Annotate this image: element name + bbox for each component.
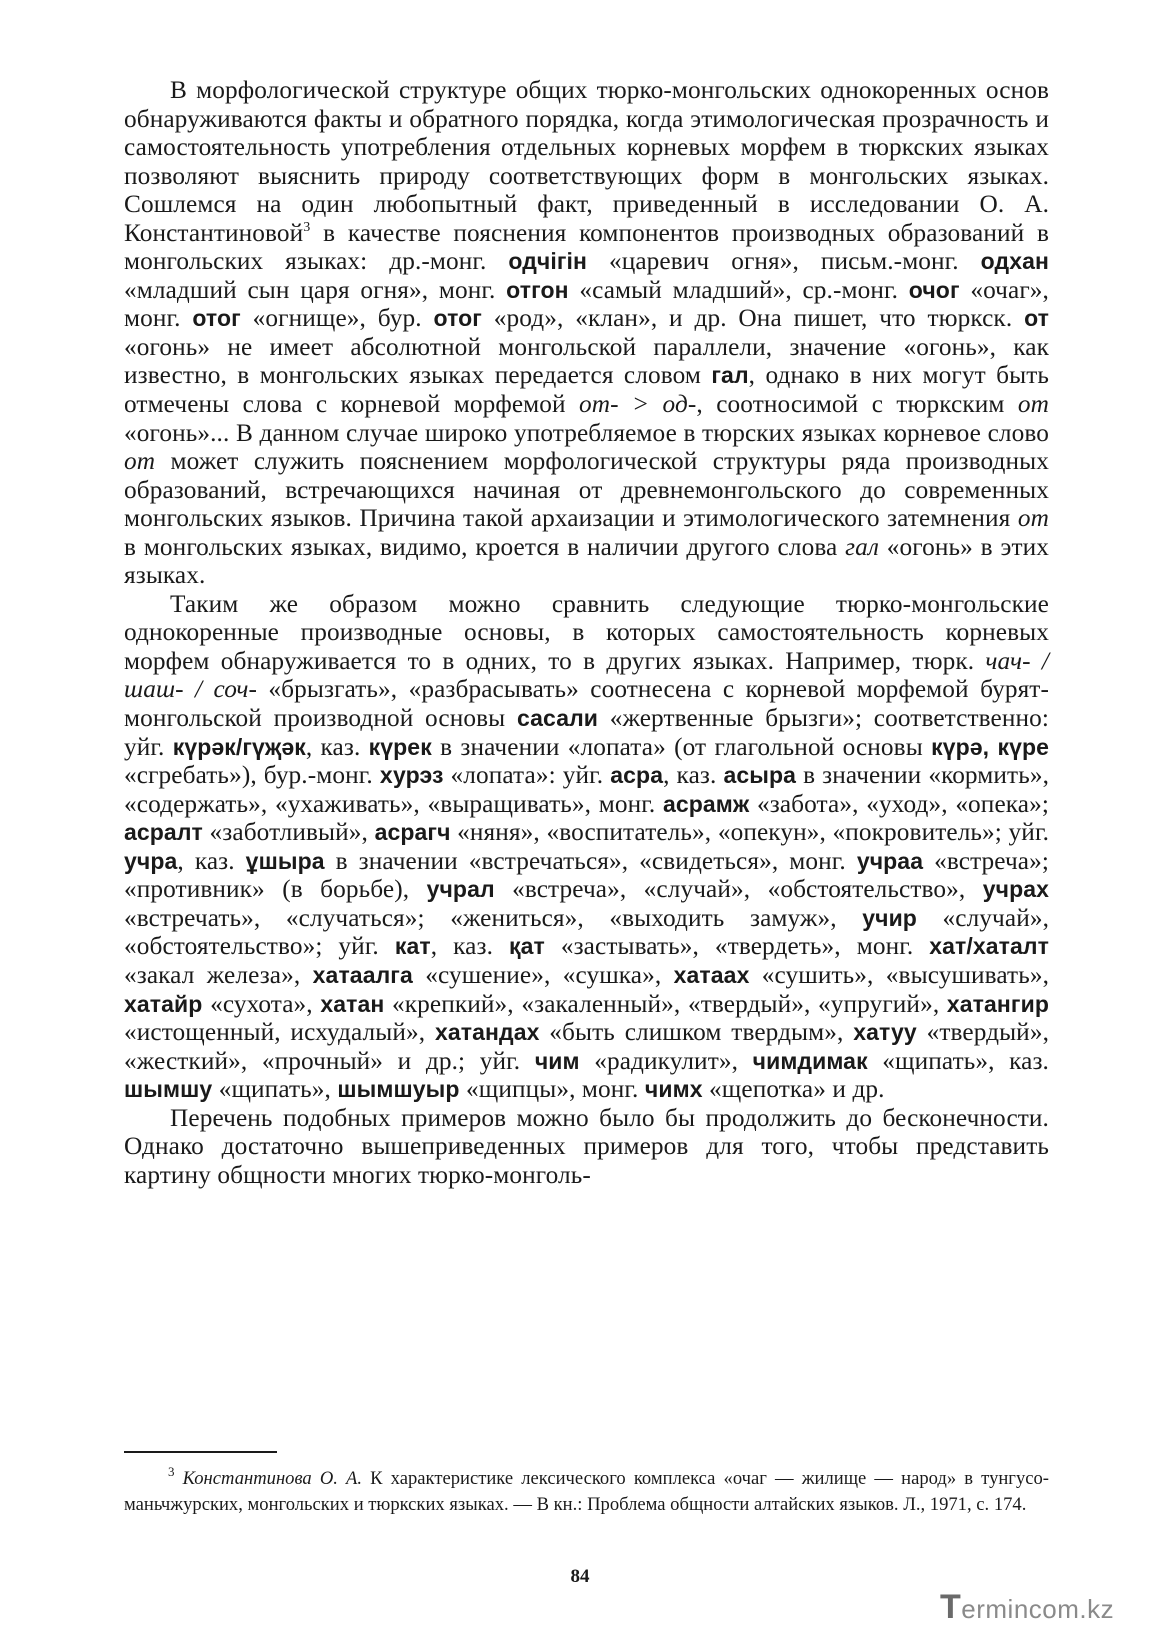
term-bold: чимдимак (752, 1047, 868, 1074)
paragraph-3: Перечень подобных примеров можно было бы продолжить до бесконечности. Однако достаточно вышеприведенных примеров для того, чтобы представить картину общности многих тюрко-монголь- (124, 1103, 1049, 1189)
watermark-logo (940, 1588, 1114, 1627)
term-bold: ұшыра (245, 847, 325, 874)
term-bold: одчігін (508, 248, 588, 275)
term-bold: отгон (506, 276, 569, 303)
term-bold: хатан (320, 990, 385, 1017)
term-bold: күрә, күре (931, 733, 1049, 760)
term-bold: хатаах (673, 961, 750, 988)
term-bold: очог (908, 276, 960, 303)
term-bold: хатангир (946, 990, 1049, 1017)
term-italic: от (1017, 390, 1050, 419)
watermark-rest: ermincom.kz (961, 1594, 1115, 1624)
term-bold: одхан (980, 248, 1049, 275)
term-bold: хатандах (434, 1019, 540, 1046)
term-bold: шымшуыр (337, 1076, 460, 1103)
term-bold: хатуу (853, 1019, 917, 1046)
term-italic: от (124, 447, 156, 476)
term-bold: хатайр (124, 990, 203, 1017)
footnote-ref: 3 (303, 219, 311, 235)
term-bold: асра (610, 762, 664, 789)
paragraph-2: Таким же образом можно сравнить следующие тюрко-монгольские однокоренные производные основы, в которых самостоятельность корневых морфем обнаруживается то в одних, то в других языках. Например, тюрк. чач- / шаш- / соч- «брызгать», «разбрасывать» соотнесена с корневой морфемой бурят-монгольской производной основы сасали «жертвенные брызги»; соответственно: уйг. күрәк/гүҗәк, каз. күрек в значении «лопата» (от глагольной основы күрә, күре «сгребать»), бур.-монг. хурэз «лопата»: уйг. асра, каз. асыра в значении «кормить», «содержать», «ухаживать», «выращивать», монг. асрамж «забота», «уход», «опека»; асралт «заботливый», асрагч «няня», «воспитатель», «опекун», «покровитель»; уйг. учра, каз. ұшыра в значении «встречаться», «свидеться», монг. учраа «встреча»; «противник» (в борьбе), учрал «встреча», «случай», «обстоятельство», учрах «встречать», «случаться»; «жениться», «выходить замуж», учир «случай», «обстоятельство»; уйг. кат, каз. қат «застывать», «твердеть», монг. хат/хаталт «закал железа», хатаалга «сушение», «сушка», хатаах «сушить», «высушивать», хатайр «сухота», хатан «крепкий», «закаленный», «твердый», «упругий», хатангир «истощенный, исхудалый», хатандах «быть слишком твердым», хатуу «твердый», «жесткий», «прочный» и др.; уйг. чим «радикулит», чимдимак «щипать», каз. шымшу «щипать», шымшуыр «щипцы», монг. чимх «щепотка» и др. (124, 589, 1050, 1104)
term-bold: отог (192, 305, 241, 332)
term-bold: хатаалга (312, 961, 413, 988)
paragraph-1: В морфологической структуре общих тюрко-монгольских однокоренных основ обнаруживаются факты и обратного порядка, когда этимологическая прозрачность и самостоятельность употребления отдельных корневых морфем в тюркских языках позволяют выяснить природу соответствующих форм в монгольских языках. Сошлемся на один любопытный факт, приведенный в исследовании О. А. Константиновой$^3$ в качестве пояснения компонентов производных образований в монгольских языках: др.-монг. одчігін «царевич огня», письм.-монг. одхан «младший сын царя огня», монг. отгон «самый младший», ср.-монг. очог «очаг», монг. отог «огнище», бур. отог «род», «клан», и др. Она пишет, что тюркск. от «огонь» не имеет абсолютной монгольской параллели, значение «огонь», как известно, в монгольских языках передается словом гал, однако в них могут быть отмечены слова с корневой морфемой от- > од-, соотносимой с тюркским от «огонь»... В данном случае широко употребляемое в тюрских языках корневое слово от может служить пояснением морфологической структуры ряда производных образований, встречающихся начиная от древнемонгольского до современных монгольских языков. Причина такой архаизации и этимологического затемнения от в монгольских языках, видимо, кроется в наличии другого слова гал «огонь» в этих языках. (124, 76, 1050, 590)
term-bold: күрәк/гүҗәк (172, 733, 306, 760)
page-number: 84 (570, 1566, 590, 1587)
term-italic: чач- / шаш- / соч- (124, 646, 1049, 704)
term-bold: асыра (723, 762, 797, 789)
term-bold: чим (534, 1047, 580, 1074)
term-bold: хат/хаталт (929, 933, 1050, 960)
term-bold: учрах (982, 876, 1049, 903)
term-bold: шымшу (124, 1076, 213, 1103)
term-italic: гал (845, 532, 880, 561)
term-bold: сасали (516, 705, 599, 732)
term-bold: учра (124, 847, 178, 874)
term-bold: учраа (856, 847, 924, 874)
term-bold: отог (433, 305, 482, 332)
term-bold: гал (711, 362, 749, 389)
watermark-lead: T (940, 1588, 962, 1626)
footnote-divider (124, 1451, 277, 1453)
term-italic: Константинова О. А. (182, 1468, 363, 1489)
term-bold: учир (862, 904, 917, 931)
term-bold: асрагч (374, 819, 451, 846)
footnote-ref: 3 (168, 1464, 175, 1479)
page-body (124, 76, 1049, 1189)
term-bold: хурэз (379, 762, 444, 789)
term-bold: кат (394, 933, 431, 960)
term-bold: қат (508, 933, 545, 960)
term-bold: от (1024, 305, 1050, 332)
term-bold: асралт (124, 819, 203, 846)
term-bold: асрамж (662, 790, 750, 817)
term-bold: чимх (644, 1076, 703, 1103)
term-bold: учрал (426, 876, 495, 903)
term-italic: от (1017, 504, 1049, 533)
footnote: $^3$ Константинова О. А. К характеристике лексического комплекса «очаг — жилище — народ» в тунгусо-маньчжурских, монгольских и тюркских языках. — В кн.: Проблема общности алтайских языков. Л., 1971, с. 174. (124, 1464, 1049, 1515)
term-bold: күрек (368, 733, 432, 760)
term-italic: от- > од- (579, 390, 697, 419)
